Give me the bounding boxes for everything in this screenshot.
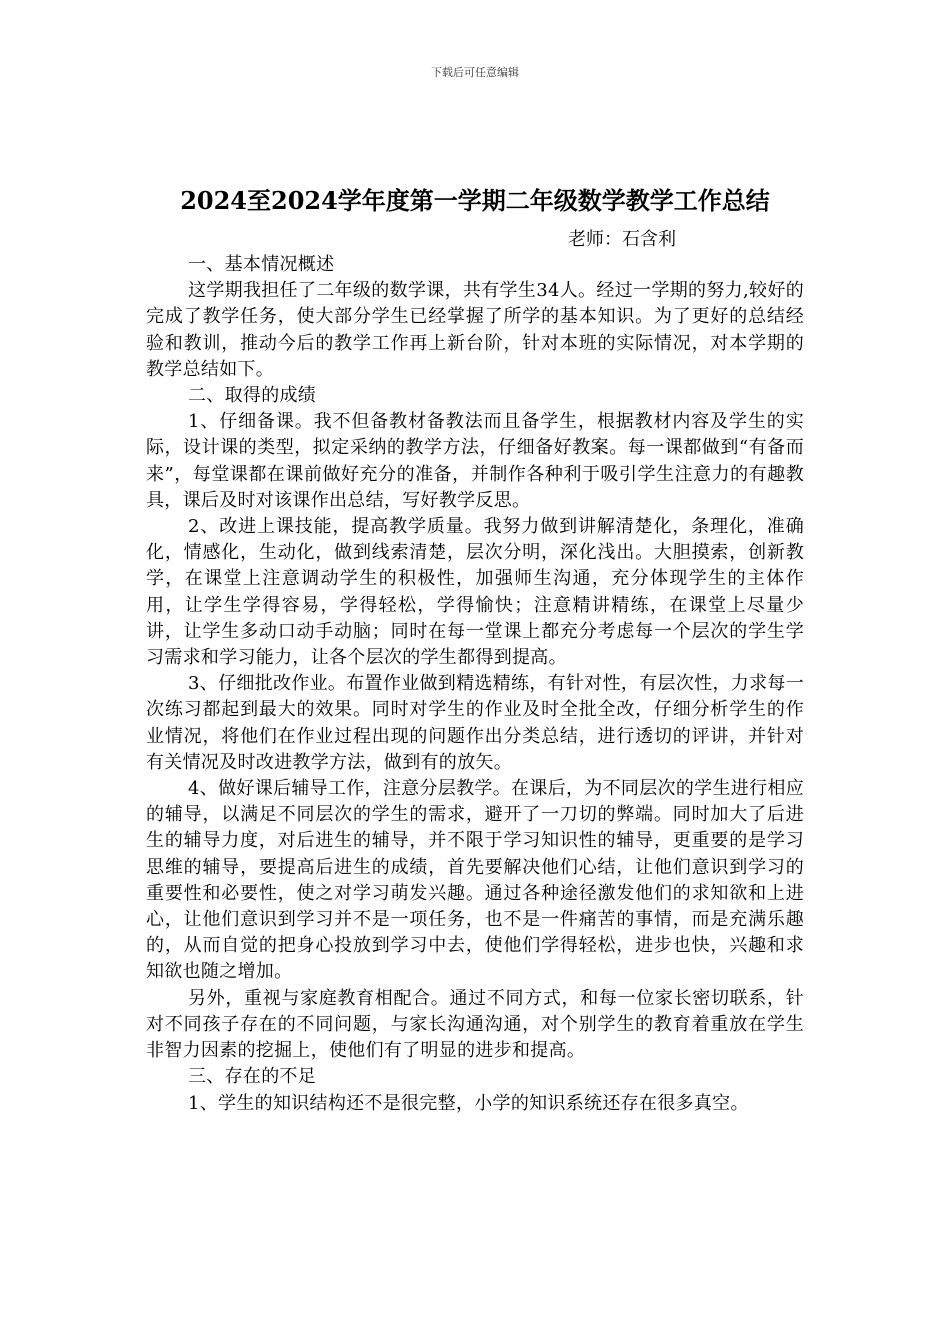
- paragraph-family-cooperation: 另外，重视与家庭教育相配合。通过不同方式，和每一位家长密切联系，针对不同孩子存在的不同问题，与家长沟通沟通，对个别学生的教育着重放在学生非智力因素的挖掘上，使他们有了明显的进步和提高。: [146, 987, 804, 1062]
- document-author: 老师：石含利: [568, 229, 676, 250]
- paragraph-basic-situation: 这学期我担任了二年级的数学课，共有学生34人。经过一学期的努力,较好的完成了教学任务，使大部分学生已经掌握了所学的基本知识。为了更好的总结经验和教训，推动今后的教学工作再上新台阶，针对本班的实际情况，对本学期的教学总结如下。: [146, 280, 804, 380]
- section-heading-basic-situation: 一、基本情况概述: [188, 254, 335, 275]
- section-heading-shortcomings: 三、存在的不足: [188, 1066, 317, 1088]
- paragraph-teaching-skills: 2、改进上课技能，提高教学质量。我努力做到讲解清楚化，条理化，准确化，情感化，生动化，做到线索清楚，层次分明，深化浅出。大胆摸索，创新教学，在课堂上注意调动学生的积极性，加强师生沟通，充分体现学生的主体作用，让学生学得容易，学得轻松，学得愉快；注意精讲精练，在课堂上尽量少讲，让学生多动口动手动脑；同时在每一堂课上都充分考虑每一个层次的学生学习需求和学习能力，让各个层次的学生都得到提高。: [146, 516, 804, 669]
- page-header-note: 下载后可任意编辑: [431, 66, 519, 79]
- document-title: 2024至2024学年度第一学期二年级数学教学工作总结: [180, 186, 770, 215]
- document-body: [146, 252, 804, 1117]
- paragraph-knowledge-structure: 1、学生的知识结构还不是很完整，小学的知识系统还存在很多真空。: [188, 1092, 749, 1114]
- paragraph-homework-correction: 3、仔细批改作业。布置作业做到精选精练，有针对性，有层次性，力求每一次练习都起到最大的效果。同时对学生的作业及时全批全改，仔细分析学生的作业情况，将他们在作业过程出现的问题作出分类总结，进行透切的评讲，并针对有关情况及时改进教学方法，做到有的放矢。: [146, 673, 804, 773]
- section-heading-achievements: 二、取得的成绩: [188, 385, 317, 407]
- paragraph-lesson-preparation: 1、仔细备课。我不但备教材备教法而且备学生，根据教材内容及学生的实际，设计课的类型，拟定采纳的教学方法，仔细备好教案。每一课都做到“有备而来”，每堂课都在课前做好充分的准备，并制作各种利于吸引学生注意力的有趣教具，课后及时对该课作出总结，写好教学反思。: [146, 411, 804, 511]
- paragraph-after-class-tutoring: 4、做好课后辅导工作，注意分层教学。在课后，为不同层次的学生进行相应的辅导，以满足不同层次的学生的需求，避开了一刀切的弊端。同时加大了后进生的辅导力度，对后进生的辅导，并不限于学习知识性的辅导，更重要的是学习思维的辅导，要提高后进生的成绩，首先要解决他们心结，让他们意识到学习的重要性和必要性，使之对学习萌发兴趣。通过各种途径激发他们的求知欲和上进心，让他们意识到学习并不是一项任务，也不是一件痛苦的事情，而是充满乐趣的，从而自觉的把身心投放到学习中去，使他们学得轻松，进步也快，兴趣和求知欲也随之增加。: [146, 778, 804, 983]
